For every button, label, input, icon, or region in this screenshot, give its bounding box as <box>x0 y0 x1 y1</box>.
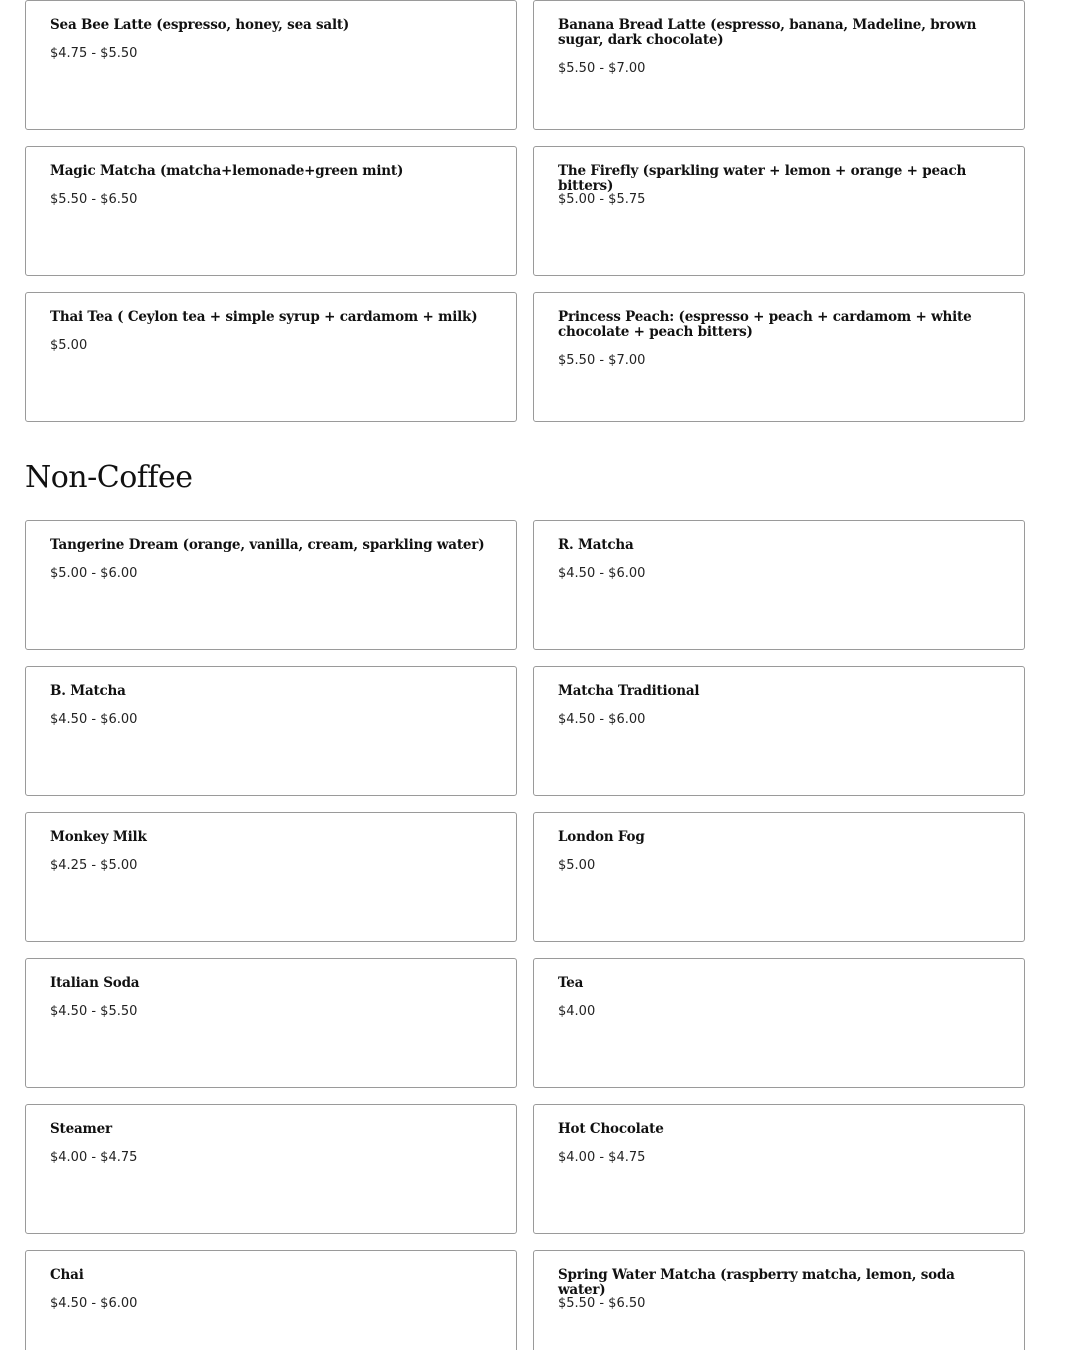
menu-item-name: Chai <box>50 1267 84 1283</box>
menu-item-card[interactable] <box>25 958 517 1088</box>
menu-item-card[interactable] <box>533 1104 1025 1234</box>
menu-item-name: Italian Soda <box>50 975 140 991</box>
menu-item-price: $4.00 - $4.75 <box>558 1150 646 1165</box>
menu-item-card[interactable] <box>25 292 517 422</box>
section-heading-non-coffee: Non-Coffee <box>25 460 193 495</box>
menu-item-price: $4.75 - $5.50 <box>50 46 138 61</box>
menu-item-card[interactable] <box>533 292 1025 422</box>
menu-item-price: $5.00 <box>50 338 88 353</box>
menu-item-price: $5.50 - $6.50 <box>558 1296 646 1311</box>
menu-item-name: R. Matcha <box>558 537 634 553</box>
menu-item-card[interactable] <box>533 146 1025 276</box>
menu-item-name: Princess Peach: (espresso + peach + cardamom + white chocolate + peach bitters) <box>558 309 972 340</box>
menu-item-price: $4.00 - $4.75 <box>50 1150 138 1165</box>
menu-item-name: Spring Water Matcha (raspberry matcha, lemon, soda water) <box>558 1267 955 1298</box>
menu-item-price: $4.50 - $5.50 <box>50 1004 138 1019</box>
menu-item-price: $4.50 - $6.00 <box>558 566 646 581</box>
menu-item-name: Banana Bread Latte (espresso, banana, Madeline, brown sugar, dark chocolate) <box>558 17 977 48</box>
menu-item-name: Tea <box>558 975 584 991</box>
menu-item-card[interactable] <box>25 520 517 650</box>
menu-item-card[interactable] <box>533 1250 1025 1350</box>
menu-item-card[interactable] <box>533 666 1025 796</box>
menu-item-price: $4.50 - $6.00 <box>558 712 646 727</box>
menu-item-name: Sea Bee Latte (espresso, honey, sea salt) <box>50 17 350 33</box>
menu-item-name: Matcha Traditional <box>558 683 700 699</box>
menu-item-card[interactable] <box>25 666 517 796</box>
menu-item-card[interactable] <box>533 520 1025 650</box>
menu-item-card[interactable] <box>25 146 517 276</box>
menu-item-name: The Firefly (sparkling water + lemon + orange + peach bitters) <box>558 163 967 194</box>
menu-item-card[interactable] <box>533 958 1025 1088</box>
menu-item-price: $4.50 - $6.00 <box>50 712 138 727</box>
menu-item-name: Hot Chocolate <box>558 1121 664 1137</box>
menu-item-card[interactable] <box>25 812 517 942</box>
menu-item-price: $4.25 - $5.00 <box>50 858 138 873</box>
menu-item-card[interactable] <box>533 812 1025 942</box>
menu-item-name: Thai Tea ( Ceylon tea + simple syrup + cardamom + milk) <box>50 309 478 325</box>
menu-item-price: $5.50 - $7.00 <box>558 61 646 76</box>
menu-item-name: London Fog <box>558 829 645 845</box>
menu-item-card[interactable] <box>25 0 517 130</box>
menu-item-price: $4.50 - $6.00 <box>50 1296 138 1311</box>
menu-item-card[interactable] <box>533 0 1025 130</box>
menu-item-name: Steamer <box>50 1121 112 1137</box>
menu-item-card[interactable] <box>25 1250 517 1350</box>
menu-item-price: $4.00 <box>558 1004 596 1019</box>
menu-item-name: B. Matcha <box>50 683 126 699</box>
menu-item-card[interactable] <box>25 1104 517 1234</box>
menu-item-price: $5.00 - $5.75 <box>558 192 646 207</box>
menu-item-price: $5.50 - $6.50 <box>50 192 138 207</box>
menu-item-price: $5.00 - $6.00 <box>50 566 138 581</box>
menu-item-name: Monkey Milk <box>50 829 147 845</box>
menu-item-price: $5.00 <box>558 858 596 873</box>
menu-item-name: Magic Matcha (matcha+lemonade+green mint) <box>50 163 404 179</box>
menu-item-name: Tangerine Dream (orange, vanilla, cream, sparkling water) <box>50 537 485 553</box>
menu-item-price: $5.50 - $7.00 <box>558 353 646 368</box>
